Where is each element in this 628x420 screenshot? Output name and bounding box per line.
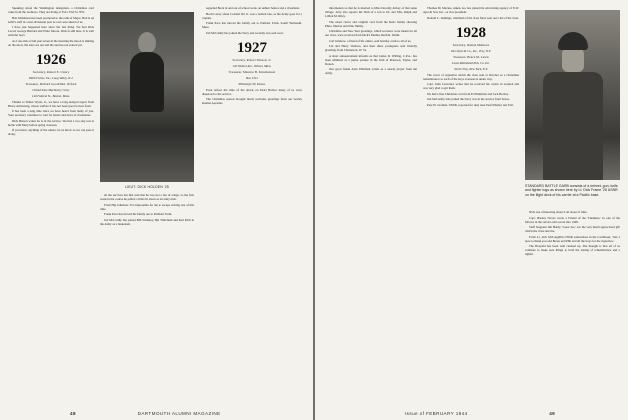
photo-figure [130,52,164,112]
left-column-1 [8,6,94,401]
right-column-2 [423,6,519,401]
paragraph: Jud McCarthy has joined Bill Stickney, Hal Tittlefield and Red Rich in the Army as a lieutenant. [100,217,194,226]
secretary-address: Van Dyck & Co., Inc., Troy, N.Y. [451,48,491,53]
secretary-line: Secretary, Robert Stinson, Jr. [232,57,272,62]
treasurer-line: Treasurer, Richard Goodchild, Oxford [25,81,77,86]
class-year-heading: 1927 [237,39,267,56]
paragraph: Donald C. Jennings, chairman of the class fund, sent out a list of the class. [427,15,519,20]
secretary-address: Webb Farms, Inc., Long Valley, N.J. [28,75,74,80]
secretary-line: Secretary, Osmon Mathews [452,42,490,47]
paragraph: Frank Pace has moved his family out to Pallisier Farm. [104,212,173,216]
paragraph: Thomas M. Mackie, Aiken, Ga. has joined the advertising agency of N.W. Ayer & Son, Inc., as vice president. [423,6,519,14]
paragraph: We had a fine Christmas card from Ed Hamilton and Jack Hoxley. [427,91,509,96]
right-footer [405,411,555,416]
photo-caption: LIEUT. DICK HOLDEN '25 [124,185,170,189]
secretary-address: 120 Walnut Ave., Wilson, Mass. [232,63,272,68]
portrait-photo [100,12,194,182]
photo-caption: STANDARD BATTLE GARB consists of a helmet, gun, knife and fighter togs as shown here by Lt. Dick Frame '28 USNR on the flight deck of his carrier at a Pacific base. [525,184,618,197]
paragraph: Even before the time of the attack on Pearl Harbor many of us were dispersed to the service. [202,87,302,96]
left-footer [70,411,221,416]
treasurer-line: Treasurer, Bruce M. Lewis [453,54,489,59]
paragraph: The usual clever and original card from the Rens family showing Pluto, Marion and little Jimmy. [325,19,417,28]
photo-face [562,48,584,72]
paragraph: The cover of cigarettes which the class sent at October as a Christmas remembrance to each of the boys overseas is under way. [423,72,519,81]
paragraph: A short announcement informs us that James D. Willing, C.P.A., has been admitted as a junior partner in the firm of Peterson, Taylor, and Donon. [325,53,417,66]
photo-body [543,72,603,180]
paragraph: Lib and Harry Wallace, and their three youngsters sent friendly greetings from Charleston, W. Va. [325,44,417,52]
paragraph: Speaking about the Washington delegation, a Christmas card came from the Ludlows. They are living at 3521 33rd St. NW. [8,6,94,14]
treasurer-address: Pittsburgh 30, Penna. [238,81,266,86]
paragraph: information so that he is married to Miss Dorothy Abbey of that same village. Jerry also reports the birth of a son to Dr. and Mrs. Ralph and Lillian M. Riley. [325,6,417,18]
paragraph: Capt. John Lawrence writes that he received his carton in London and was very glad to get them. [423,82,519,90]
photo-helmet [558,32,588,50]
class-year-heading: 1926 [36,51,66,68]
issue-label: Issue of [405,411,425,416]
paragraph: I have just happened here since the last thing. We had Dick Lacsil, George Bernard and Elliot Moore, Dick is still here. It is well with the boys. [8,25,94,37]
soldier-photo [525,10,620,180]
paragraph: Thanks to Walter Wyatt, Jr., we have a long-delayed report from Bruce Armstrong, whose welfare it has not been good to hear from. [8,99,94,108]
treasurer-box: Box 1312 [246,75,258,80]
page-number: 49 [549,411,556,416]
treasurer-company: United Shoe Machinery Corp. [32,87,70,92]
right-column-3 [525,210,620,396]
paragraph: regarded Bock in and out of school work, an unhurt Senior and a classmate. [206,6,300,10]
treasurer-address: North Troy, New York, N.Y. [454,66,488,71]
left-column-2 [100,193,194,393]
paragraph: Capt. Barney Noves wrote a Friend of the 'Chemists,' in one of the fellows in the service who wrote into 1928. [525,215,620,224]
paragraph: As I rise this at ball past seven in the morning the moon is shining on the snow, the stars are out and the sun has not started yet. [8,38,94,47]
paragraph: The Hospital has been well cleaned up. The thought is that all of us continue to make sure things to hold the lasting of remembrance and a lighter. [525,244,620,256]
magazine-title: DARTMOUTH ALUMNI MAGAZINE [137,411,221,416]
paragraph: Our good friend Alan Whitman writes as a steady player from the Army. [325,67,417,75]
class-year-heading: 1928 [456,24,486,41]
treasurer-address: 140 Federal St., Boston, Mass. [31,93,71,98]
paragraph: Nick one of knowing about it all about of time. [529,210,588,214]
issue-date: FEBRUARY 1944 [425,411,468,416]
photo-head [138,32,156,54]
treasurer-company: Lewis Rhinebold Pub. Co. Inc. [452,60,490,65]
left-column-3 [202,6,302,401]
paragraph: If you know anything of the others, let us know so we can pass it along. [8,128,94,136]
page-number: 48 [70,411,76,416]
paragraph: Christmas and New Year greetings, which we know were meant for all our class, were received from Dick's Mother, Ruth R. Smith. [325,29,417,37]
secretary-line: Secretary, Robert E. Cleary [32,69,70,74]
right-column-1 [325,6,417,401]
paragraph: Staff Sergeant Jim Hardy, 'Great Joe,' ace the very much appreciated gift which the class sent me. [525,225,620,233]
paragraph: Pete W. Grannis, USNR, reported for duty near Pearl Harbor last Fall. [427,102,514,107]
paragraph: Hoch's story about Colonel Orr Jr. was a natural tale, as the Army goes for a captain. [202,11,302,20]
paragraph: From Lt. Jack McLaughlin USNR somewhere in the Caribbean, 'Just a note to thank you and Boxer and Phil and all the boys for the cigarettes.' [525,234,620,243]
paragraph: all the services but that said that he was not a fan of wings, so the first week in the course he pulled a little bit about as an army man. [100,193,194,201]
treasurer-line: Treasurer, Maurice B. Kinsmanson [228,69,276,74]
paragraph: Dick Burton writes he is in the service. We had a two-day rest at home with Mary before going overseas. [8,118,94,127]
paragraph: From Hip Johnston: It is impossible for me to escape writing one of this time. [100,202,194,211]
left-page [0,0,313,420]
paragraph: It has been a long time since we have heard from many of you. Your secretary continues to wait for letters and news of classmates. [8,109,94,117]
paragraph: Jud McCarthy has joined the Navy and recently was sent west. [206,30,284,35]
paragraph: Frank Pace has moved his family out to Pallisier Farm, South Yarmouth, Mass. [202,21,302,29]
paragraph: Bob Mckinnon has been promoted to the rank of Major. Bob is on Gibb's staff in a non-divisional post as over seas ahead of us. [8,15,94,24]
right-page [315,0,628,420]
paragraph: Carl Gilmore, a friend of the others, sent holiday cards to all of us. [329,38,412,43]
paragraph: Jud McCarthy who joined the Navy was in the service from Texas. [427,97,510,101]
paragraph: The Christmas season brought much welcome greetings from our twenty Roman Apostles. [202,97,302,105]
